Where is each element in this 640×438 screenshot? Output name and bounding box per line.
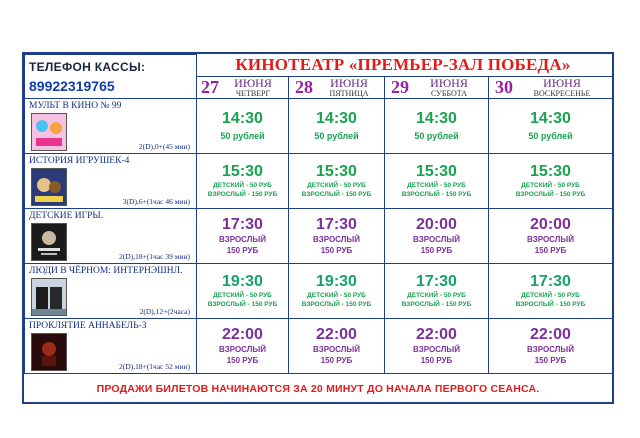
showtime: 15:30 <box>222 162 263 180</box>
ticket-type: ВЗРОСЛЫЙ <box>219 344 266 354</box>
movie-title: МУЛЬТ В КИНО № 99 <box>29 100 122 111</box>
adult-price: ВЗРОСЛЫЙ - 150 РУБ <box>401 300 472 308</box>
showtime-slot <box>385 208 489 263</box>
weekday-label: ПЯТНИЦА <box>329 88 369 98</box>
weekday-label: СУББОТА <box>430 88 468 98</box>
showtime: 17:30 <box>416 272 457 290</box>
movie-title: ЛЮДИ В ЧЁРНОМ: ИНТЕРНЭШНЛ. <box>29 265 183 276</box>
adult-price: ВЗРОСЛЫЙ - 150 РУБ <box>515 300 586 308</box>
showtime-slot <box>197 153 289 208</box>
box-office-phone <box>25 55 197 99</box>
child-price: ДЕТСКИЙ - 50 РУБ <box>307 291 366 299</box>
showtime: 15:30 <box>416 162 457 180</box>
price: 50 рублей <box>528 131 573 141</box>
month-label: ИЮНЯ <box>330 76 368 90</box>
showtime-slot <box>197 98 289 153</box>
showtime-slot <box>197 208 289 263</box>
movie-title: ИСТОРИЯ ИГРУШЕК-4 <box>29 155 130 166</box>
day-number: 27 <box>201 76 219 97</box>
movie-poster <box>31 223 67 261</box>
phone-label: ТЕЛЕФОН КАССЫ: <box>29 60 146 75</box>
adult-price: ВЗРОСЛЫЙ - 150 РУБ <box>301 190 372 198</box>
movie-cell <box>25 98 197 153</box>
day-number: 29 <box>391 76 409 97</box>
price: 150 РУБ <box>420 245 453 255</box>
price: 150 РУБ <box>226 355 259 365</box>
showtime: 20:00 <box>530 215 571 233</box>
movie-cell <box>25 263 197 318</box>
ticket-type: ВЗРОСЛЫЙ <box>527 234 574 244</box>
movie-cell <box>25 153 197 208</box>
movie-poster <box>31 333 67 371</box>
child-price: ДЕТСКИЙ - 50 РУБ <box>521 291 580 299</box>
showtime-slot <box>289 153 385 208</box>
showtime: 14:30 <box>222 110 263 127</box>
day-header-29 <box>385 76 489 98</box>
showtime-slot <box>385 318 489 373</box>
showtime: 14:30 <box>530 110 571 127</box>
showtime-slot <box>489 263 613 318</box>
month-label: ИЮНЯ <box>234 76 272 90</box>
showtime: 17:30 <box>222 215 263 233</box>
month-label: ИЮНЯ <box>543 76 581 90</box>
showtime: 20:00 <box>416 215 457 233</box>
schedule-table <box>24 54 613 374</box>
movie-meta: 2(D),12+(2часа) <box>139 306 190 316</box>
child-price: ДЕТСКИЙ - 50 РУБ <box>213 291 272 299</box>
price: 150 РУБ <box>320 355 353 365</box>
ticket-type: ВЗРОСЛЫЙ <box>527 344 574 354</box>
movie-title: ДЕТСКИЕ ИГРЫ. <box>29 210 104 221</box>
showtime-slot <box>385 153 489 208</box>
month-label: ИЮНЯ <box>430 76 468 90</box>
cinema-title: КИНОТЕАТР «ПРЕМЬЕР-ЗАЛ ПОБЕДА» <box>235 55 571 74</box>
day-number: 30 <box>495 76 513 97</box>
adult-price: ВЗРОСЛЫЙ - 150 РУБ <box>207 190 278 198</box>
price: 150 РУБ <box>420 355 453 365</box>
showtime-slot <box>289 208 385 263</box>
adult-price: ВЗРОСЛЫЙ - 150 РУБ <box>515 190 586 198</box>
child-price: ДЕТСКИЙ - 50 РУБ <box>307 181 366 189</box>
movie-poster <box>31 113 67 151</box>
showtime: 22:00 <box>222 325 263 343</box>
child-price: ДЕТСКИЙ - 50 РУБ <box>407 291 466 299</box>
price: 150 РУБ <box>534 245 567 255</box>
showtime-slot <box>289 263 385 318</box>
movie-title: ПРОКЛЯТИЕ АННАБЕЛЬ-3 <box>29 320 147 331</box>
showtime-slot <box>385 98 489 153</box>
showtime: 17:30 <box>316 215 357 233</box>
showtime: 19:30 <box>316 272 357 290</box>
movie-meta: 2(D),0+(45 мин) <box>138 141 190 151</box>
movie-meta: 3(D),6+(1час 46 мин) <box>122 196 190 206</box>
showtime-slot <box>197 318 289 373</box>
showtime-slot <box>197 263 289 318</box>
showtime: 17:30 <box>530 272 571 290</box>
showtime-slot <box>489 153 613 208</box>
movie-meta: 2(D),18+(1час 39 мин) <box>119 251 190 261</box>
weekday-label: ВОСКРЕСЕНЬЕ <box>533 88 591 98</box>
price: 150 РУБ <box>320 245 353 255</box>
movie-poster <box>31 278 67 316</box>
title-cell <box>197 55 613 77</box>
showtime-slot <box>289 318 385 373</box>
day-header-30 <box>489 76 613 98</box>
movie-meta: 2(D),18+(1час 52 мин) <box>119 361 190 371</box>
day-header-28 <box>289 76 385 98</box>
showtime-slot <box>289 98 385 153</box>
movie-poster <box>31 168 67 206</box>
adult-price: ВЗРОСЛЫЙ - 150 РУБ <box>301 300 372 308</box>
day-header-27 <box>197 76 289 98</box>
showtime-slot <box>489 318 613 373</box>
ticket-type: ВЗРОСЛЫЙ <box>413 344 460 354</box>
day-number: 28 <box>295 76 313 97</box>
showtime-slot <box>385 263 489 318</box>
schedule-sheet <box>22 52 614 404</box>
showtime: 15:30 <box>316 162 357 180</box>
ticket-type: ВЗРОСЛЫЙ <box>313 344 360 354</box>
child-price: ДЕТСКИЙ - 50 РУБ <box>407 181 466 189</box>
showtime: 22:00 <box>416 325 457 343</box>
ticket-type: ВЗРОСЛЫЙ <box>413 234 460 244</box>
child-price: ДЕТСКИЙ - 50 РУБ <box>521 181 580 189</box>
movie-cell <box>25 208 197 263</box>
showtime-slot <box>489 98 613 153</box>
showtime: 19:30 <box>222 272 263 290</box>
ticket-type: ВЗРОСЛЫЙ <box>219 234 266 244</box>
price: 50 рублей <box>314 131 359 141</box>
ticket-type: ВЗРОСЛЫЙ <box>313 234 360 244</box>
showtime: 22:00 <box>316 325 357 343</box>
phone-number: 89922319765 <box>29 78 115 95</box>
price: 150 РУБ <box>226 245 259 255</box>
ticket-sales-notice: ПРОДАЖИ БИЛЕТОВ НАЧИНАЮТСЯ ЗА 20 МИНУТ ДО НАЧАЛА ПЕРВОГО СЕАНСА. <box>96 383 540 395</box>
weekday-label: ЧЕТВЕРГ <box>235 88 271 98</box>
price: 50 рублей <box>220 131 265 141</box>
showtime: 15:30 <box>530 162 571 180</box>
showtime: 14:30 <box>316 110 357 127</box>
child-price: ДЕТСКИЙ - 50 РУБ <box>213 181 272 189</box>
price: 50 рублей <box>414 131 459 141</box>
movie-cell <box>25 318 197 373</box>
showtime: 14:30 <box>416 110 457 127</box>
adult-price: ВЗРОСЛЫЙ - 150 РУБ <box>207 300 278 308</box>
price: 150 РУБ <box>534 355 567 365</box>
showtime: 22:00 <box>530 325 571 343</box>
adult-price: ВЗРОСЛЫЙ - 150 РУБ <box>401 190 472 198</box>
showtime-slot <box>489 208 613 263</box>
